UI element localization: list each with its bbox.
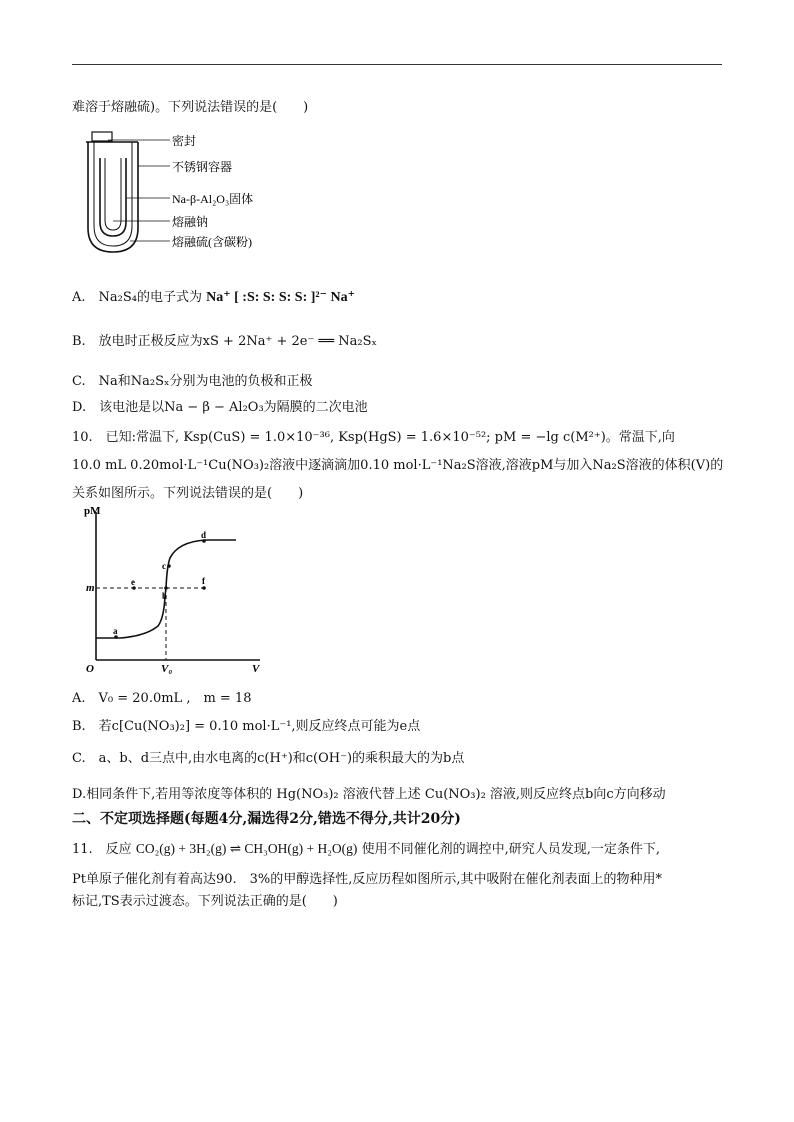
y-axis-label: pM	[84, 505, 101, 517]
point-label-c: c	[162, 561, 166, 571]
label-container: 不锈钢容器	[172, 160, 233, 174]
section-2-header: 二、不定项选择题(每题4分,漏选得2分,错选不得分,共计20分)	[72, 811, 461, 827]
q11-stem-line1	[72, 838, 660, 857]
titration-graph	[80, 504, 280, 678]
q10-stem-line1: 10. 已知:常温下, Ksp(CuS) = 1.0×10⁻³⁶, Ksp(HgS) = 1.6×10⁻⁵²; pM = −lg c(M²⁺)。常温下,向	[72, 430, 675, 445]
label-molten-sodium: 熔融钠	[172, 215, 209, 229]
header-rule	[72, 64, 722, 65]
q11-stem-line1-suffix: 使用不同催化剂的调控中,研究人员发现,一定条件下,	[361, 842, 660, 857]
x-axis-label: V	[252, 663, 260, 675]
q11-equation: CO₂(g) + 3H₂(g) ⇌ CH₃OH(g) + H₂O(g)	[135, 841, 358, 856]
point-label-f: f	[202, 576, 205, 586]
m-label: m	[86, 582, 95, 594]
q9-option-c: C. Na和Na₂Sₓ分别为电池的负极和正极	[72, 374, 313, 389]
q9-option-a-formula: Na⁺ [ :S: S: S: S: ]²⁻ Na⁺	[206, 290, 355, 305]
label-electrolyte: Na-β-Al₂O₃固体	[172, 192, 254, 206]
point-label-b: b	[162, 591, 168, 601]
q9-option-b: B. 放电时正极反应为xS + 2Na⁺ + 2e⁻ ══ Na₂Sₓ	[72, 334, 377, 349]
label-molten-sulfur: 熔融硫(含碳粉)	[172, 235, 252, 249]
point-label-d: d	[201, 530, 207, 540]
v0-label: V₀	[161, 663, 173, 675]
q9-option-a	[72, 286, 355, 306]
point-f	[202, 586, 206, 590]
point-label-a: a	[113, 626, 118, 636]
q10-stem-line2: 10.0 mL 0.20mol·L⁻¹Cu(NO₃)₂溶液中逐滴滴加0.10 mol·L⁻¹Na₂S溶液,溶液pM与加入Na₂S溶液的体积(V)的	[72, 458, 724, 473]
q10-option-b: B. 若c[Cu(NO₃)₂] = 0.10 mol·L⁻¹,则反应终点可能为e点	[72, 719, 421, 734]
label-seal: 密封	[172, 134, 197, 148]
point-b	[164, 586, 168, 590]
q10-option-a: A. V₀ = 20.0mL , m = 18	[72, 691, 252, 706]
q9-option-a-text: A. Na₂S₄的电子式为	[72, 290, 202, 305]
q11-stem-line2: Pt单原子催化剂有着高达90. 3%的甲醇选择性,反应历程如图所示,其中吸附在催化剂表面上的物种用*	[72, 872, 663, 887]
electrolyte-tube	[100, 158, 126, 236]
q11-number: 11. 反应	[72, 842, 132, 857]
q10-stem-line3: 关系如图所示。下列说法错误的是( )	[72, 486, 304, 501]
question-intro-line: 难溶于熔融硫)。下列说法错误的是( )	[72, 100, 309, 115]
q11-stem-line3: 标记,TS表示过渡态。下列说法正确的是( )	[72, 894, 338, 909]
q10-option-d: D.相同条件下,若用等浓度等体积的 Hg(NO₃)₂ 溶液代替上述 Cu(NO₃)₂ 溶液,则反应终点b向c方向移动	[72, 787, 666, 802]
molten-sodium-region	[105, 158, 121, 230]
battery-diagram	[78, 128, 298, 258]
q10-option-c: C. a、b、d三点中,由水电离的c(H⁺)和c(OH⁻)的乘积最大的为b点	[72, 751, 465, 766]
q9-option-d: D. 该电池是以Na − β − Al₂O₃为隔膜的二次电池	[72, 400, 368, 415]
point-label-e: e	[131, 577, 135, 587]
origin-label: O	[86, 663, 94, 675]
point-c	[167, 564, 171, 568]
